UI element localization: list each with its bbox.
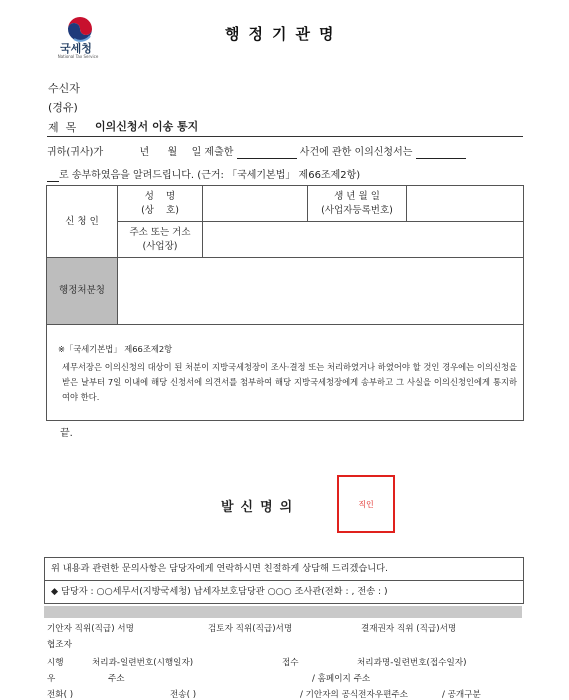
enforcement-number-label: 처리과-일련번호(시행일자)	[92, 658, 194, 668]
day-submitted-label: 일 제출한	[191, 147, 234, 158]
contact-line-1: 위 내용과 관련한 문의사항은 담당자에게 연락하시면 친절하게 상담해 드리겠습니다.	[45, 558, 523, 581]
fax-label: 전송( )	[170, 690, 197, 700]
disclosure-label: / 공개구분	[442, 690, 481, 700]
applicant-cell	[47, 186, 118, 258]
notice-line-2	[47, 166, 360, 182]
postal-code-label: 우	[47, 674, 56, 684]
name-value-cell	[203, 186, 308, 222]
notice-line-1-part-a: 귀하(귀사)가	[47, 147, 104, 158]
office-blank	[47, 170, 59, 182]
receipt-label: 접수	[282, 658, 299, 668]
approver-label: 결재권자 직위 (직급)서명	[361, 624, 457, 634]
applicant-table	[46, 185, 524, 325]
sender-title: 발신명의	[221, 500, 300, 515]
notice-line-2-text: 로 송부하였음을 알려드립니다. (근거: 「국세기본법」 제66조제2항)	[59, 170, 361, 181]
cooperator-label: 협조자	[47, 640, 72, 650]
address-label: 주소 또는 거소	[129, 226, 191, 238]
subject-label: 제 목	[48, 121, 77, 134]
logo-text: 국세청	[60, 42, 92, 55]
via-label: (경유)	[48, 101, 78, 114]
enforcement-label: 시행	[47, 658, 64, 668]
address-label-cell	[118, 222, 203, 258]
legal-note-title: ※「국세기본법」 제66조제2항	[58, 344, 173, 354]
contact-person-text: 담당자 : ○○세무서(지방국세청) 납세자보호담당관 ○○○ 조사관(전화 : , 전송 : )	[61, 586, 388, 597]
address-value-cell	[203, 222, 524, 258]
drafter-label: 기안자 직위(직급) 서명	[47, 624, 134, 634]
destination-blank	[416, 147, 466, 159]
phone-label: 전화( )	[47, 690, 74, 700]
contact-box	[44, 557, 524, 604]
birth-label: 생 년 월 일	[334, 190, 380, 202]
year-label: 년	[139, 147, 150, 158]
notice-line-1	[47, 143, 466, 159]
birth-value-cell	[407, 186, 524, 222]
company-label: (상 호)	[141, 204, 179, 216]
notice-line-1-part-e: 사건에 관한 이의신청서는	[299, 147, 413, 158]
disposition-office-value-cell	[118, 258, 524, 325]
birth-label-cell	[308, 186, 407, 222]
applicant-label: 신 청 인	[65, 215, 99, 227]
homepage-label: / 홈페이지 주소	[312, 674, 371, 684]
bizno-label: (사업자등록번호)	[321, 204, 393, 216]
end-mark: 끝.	[60, 428, 73, 439]
disposition-office-cell	[47, 258, 118, 325]
seal-label: 직인	[358, 500, 374, 509]
legal-note-box	[46, 324, 524, 421]
legal-note-body: 세무서장은 이의신청의 대상이 된 처분이 지방국세청장이 조사·결정 또는 처리하였거나 하였어야 할 것인 경우에는 이의신청을 받은 날부터 7일 이내에 해당 신청서에 의견서를 첨부하여 해당 지방국세청장에게 송부하고 그 사실을 이의신청인에게 통지하여야 한다.	[62, 362, 517, 402]
name-label: 성 명	[144, 190, 176, 202]
diamond-icon: ◆	[51, 586, 59, 597]
contact-line-2	[45, 581, 523, 603]
recipient-label: 수신자	[48, 82, 80, 95]
subject-divider	[47, 136, 523, 137]
footer-divider-bar	[44, 606, 522, 618]
subject-text: 이의신청서 이송 통지	[95, 120, 199, 133]
site-label: (사업장)	[142, 240, 178, 252]
drafter-email-label: / 기안자의 공식전자우편주소	[300, 690, 408, 700]
address-footer-label: 주소	[108, 674, 125, 684]
official-seal-box	[337, 475, 395, 533]
agency-name-title: 행정기관명	[225, 25, 343, 43]
disposition-office-label: 행정처분청	[59, 285, 105, 296]
logo-subtext: National Tax Service	[57, 54, 99, 59]
name-label-cell	[118, 186, 203, 222]
case-blank	[237, 147, 297, 159]
month-label: 월	[167, 147, 178, 158]
receipt-number-label: 처리과명-일련번호(접수일자)	[357, 658, 467, 668]
reviewer-label: 검토자 직위(직급)서명	[208, 624, 293, 634]
